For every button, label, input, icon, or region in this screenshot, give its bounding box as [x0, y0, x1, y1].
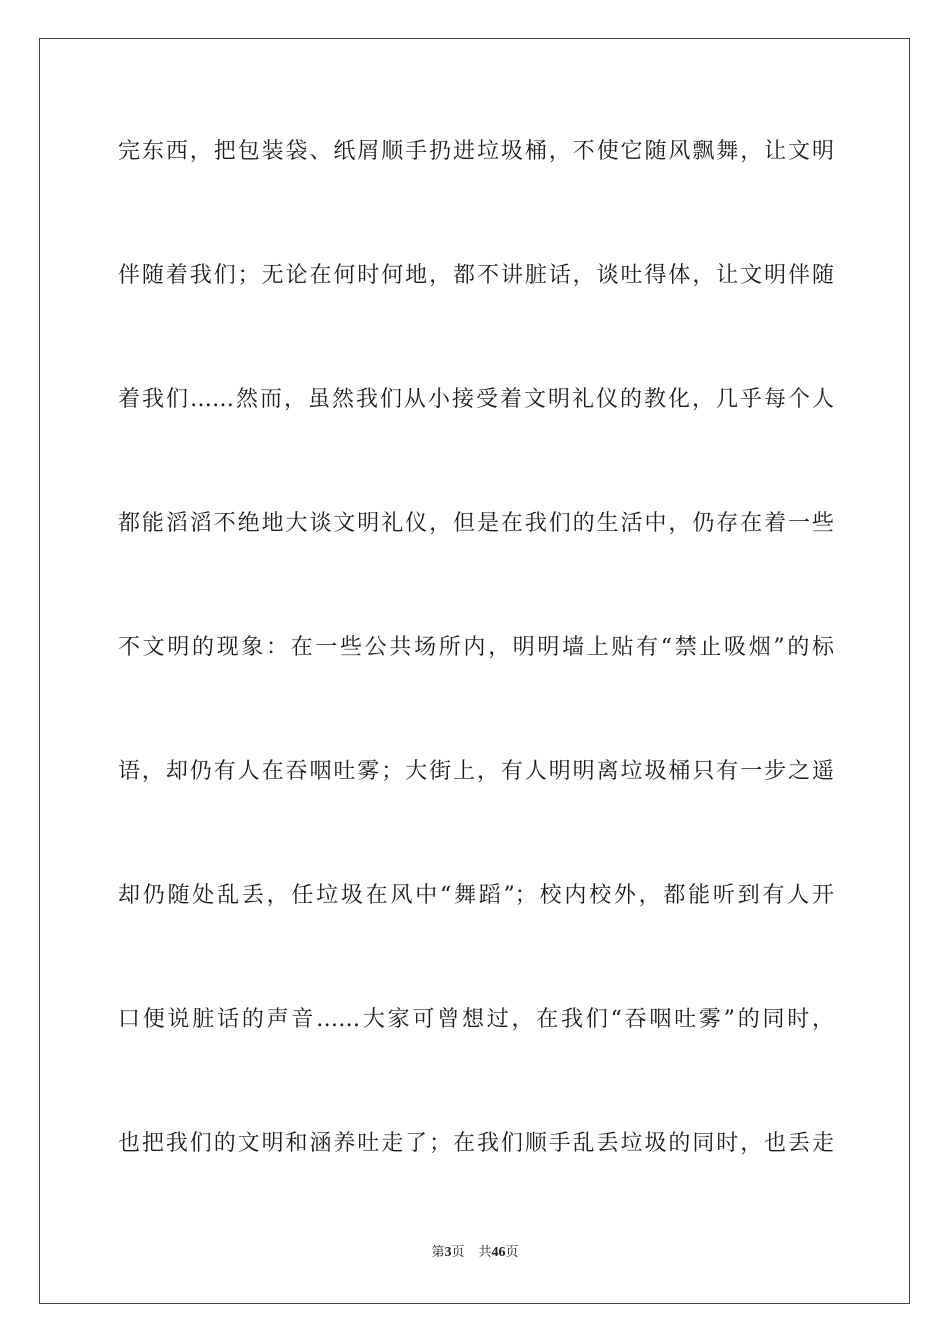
page-suffix: 页	[451, 1245, 465, 1260]
paragraph-line: 都能滔滔不绝地大谈文明礼仪，但是在我们的生活中，仍存在着一些	[118, 511, 834, 536]
total-suffix: 页	[505, 1245, 519, 1260]
paragraph-line: 也把我们的文明和涵养吐走了；在我们顺手乱丢垃圾的同时，也丢走	[118, 1131, 834, 1156]
total-prefix: 共	[478, 1245, 492, 1260]
page-border	[39, 38, 910, 1304]
page-footer	[0, 1244, 950, 1262]
total-pages: 46	[491, 1245, 506, 1260]
page-prefix: 第	[431, 1245, 445, 1260]
paragraph-line: 却仍随处乱丢，任垃圾在风中“舞蹈”；校内校外，都能听到有人开	[118, 883, 834, 908]
page-number: 3	[444, 1245, 452, 1260]
paragraph-line: 伴随着我们；无论在何时何地，都不讲脏话，谈吐得体，让文明伴随	[118, 263, 834, 288]
paragraph-line: 完东西，把包装袋、纸屑顺手扔进垃圾桶，不使它随风飘舞，让文明	[118, 139, 834, 164]
paragraph-line: 语，却仍有人在吞咽吐雾；大街上，有人明明离垃圾桶只有一步之遥	[118, 759, 834, 784]
paragraph-line: 不文明的现象：在一些公共场所内，明明墙上贴有“禁止吸烟”的标	[118, 635, 834, 660]
paragraph-line: 口便说脏话的声音……大家可曾想过，在我们“吞咽吐雾”的同时，	[118, 1007, 834, 1032]
paragraph-line: 着我们……然而，虽然我们从小接受着文明礼仪的教化，几乎每个人	[118, 387, 834, 412]
